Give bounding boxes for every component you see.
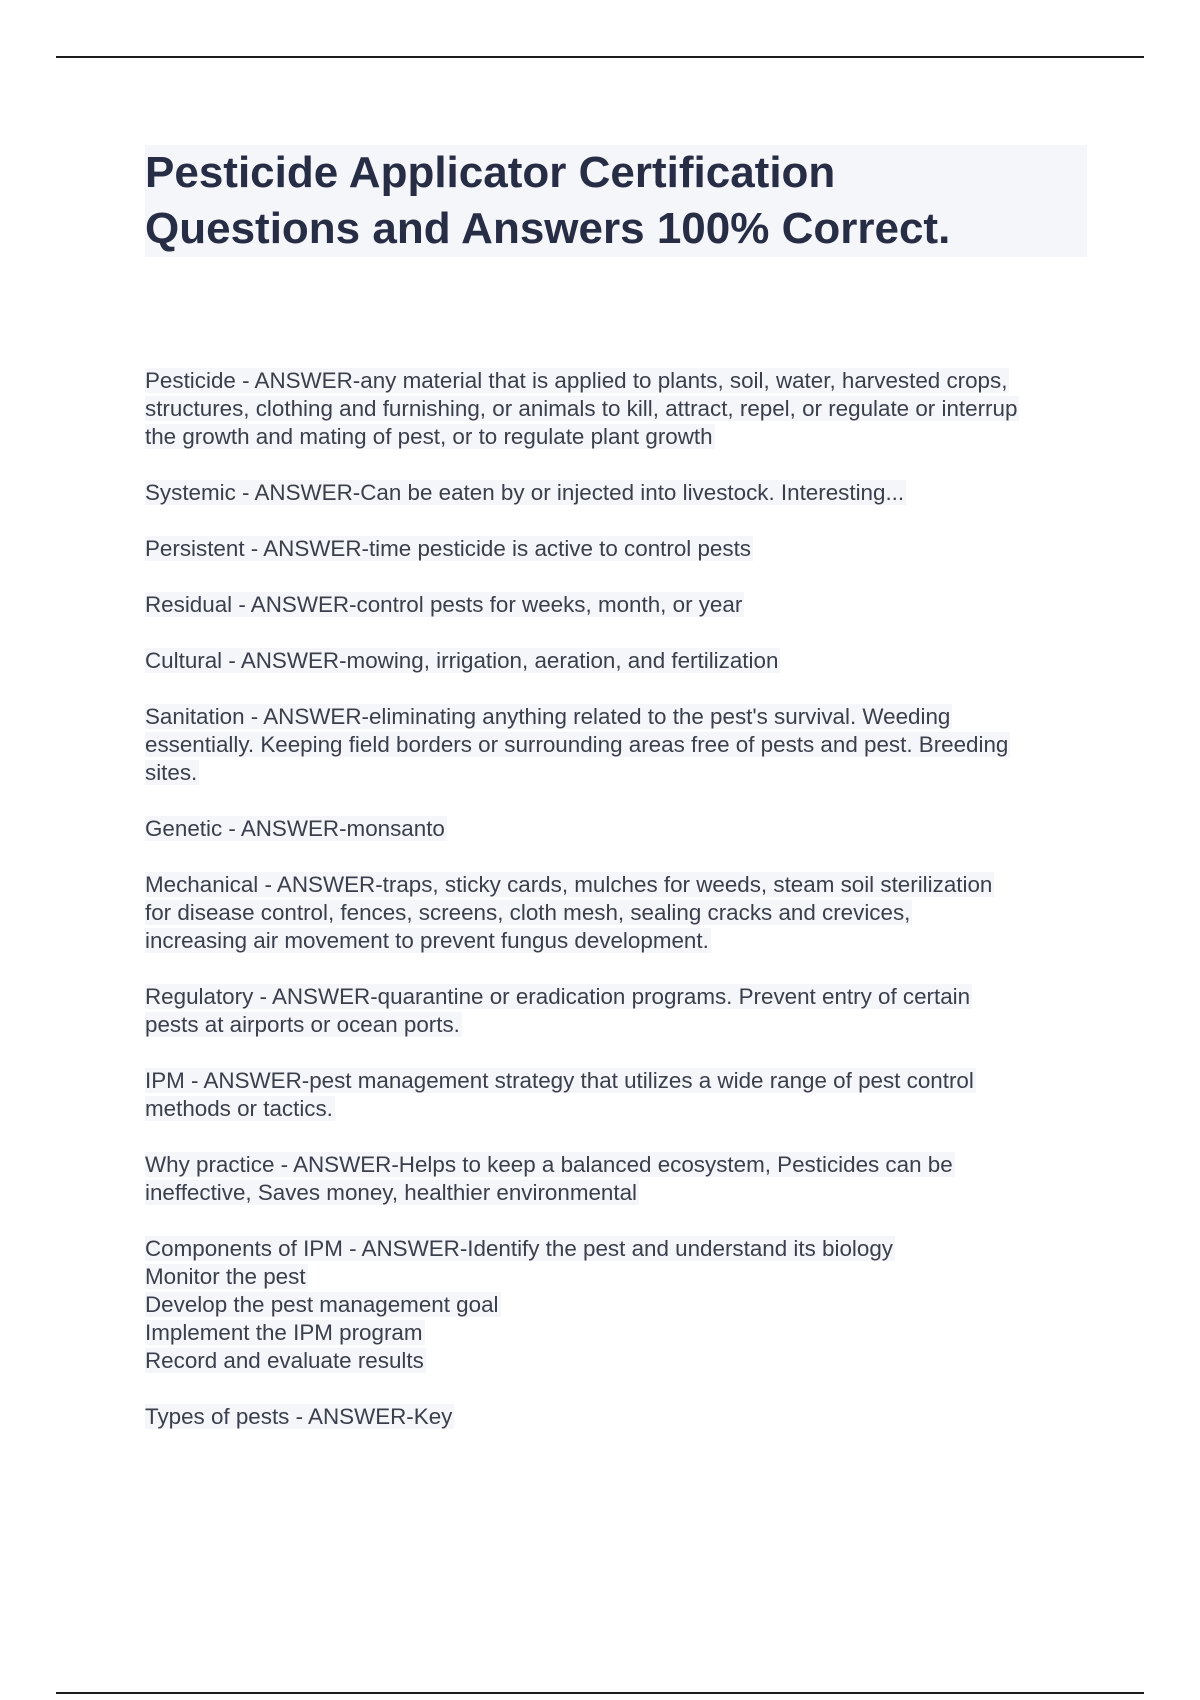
qa-entry-line	[145, 1011, 1105, 1039]
qa-entry-line	[145, 1403, 1105, 1431]
document-title	[145, 145, 1087, 257]
qa-entry-text: essentially. Keeping field borders or surrounding areas free of pests and pest. Breeding	[145, 732, 1009, 757]
qa-entry-line	[145, 1291, 1105, 1319]
title-line-2: Questions and Answers 100% Correct.	[145, 204, 951, 253]
qa-entry-line	[145, 1179, 1105, 1207]
qa-entry-text: Cultural - ANSWER-mowing, irrigation, aeration, and fertilization	[145, 648, 779, 673]
qa-entry	[145, 1403, 1105, 1431]
qa-entry-text: ineffective, Saves money, healthier environmental	[145, 1180, 638, 1205]
qa-entry-text: Implement the IPM program	[145, 1320, 423, 1345]
qa-entry-text: Pesticide - ANSWER-any material that is applied to plants, soil, water, harvested crops,	[145, 368, 1008, 393]
qa-entry-line	[145, 1347, 1105, 1375]
qa-entry-line	[145, 1235, 1105, 1263]
qa-entry	[145, 1067, 1105, 1123]
qa-entry-text: Types of pests - ANSWER-Key	[145, 1404, 453, 1429]
qa-entry	[145, 1235, 1105, 1375]
qa-entry-text: Record and evaluate results	[145, 1348, 424, 1373]
qa-entry-line	[145, 983, 1105, 1011]
qa-entry-text: Residual - ANSWER-control pests for weeks, month, or year	[145, 592, 743, 617]
qa-entry-line	[145, 591, 1105, 619]
qa-entry-text: Components of IPM - ANSWER-Identify the pest and understand its biology	[145, 1236, 893, 1261]
qa-entry-line	[145, 1095, 1105, 1123]
qa-entry	[145, 535, 1105, 563]
qa-entry-line	[145, 1067, 1105, 1095]
qa-entry-line	[145, 1263, 1105, 1291]
qa-entry-text: Sanitation - ANSWER-eliminating anything related to the pest's survival. Weeding	[145, 704, 951, 729]
qa-entry-line	[145, 395, 1105, 423]
qa-entry	[145, 983, 1105, 1039]
title-line-1: Pesticide Applicator Certification	[145, 148, 836, 197]
qa-entry-line	[145, 815, 1105, 843]
qa-entry-text: Monitor the pest	[145, 1264, 306, 1289]
qa-entry-text: the growth and mating of pest, or to regulate plant growth	[145, 424, 713, 449]
qa-entry	[145, 647, 1105, 675]
qa-entry-text: Persistent - ANSWER-time pesticide is active to control pests	[145, 536, 752, 561]
qa-entry-line	[145, 1151, 1105, 1179]
qa-entry-text: Develop the pest management goal	[145, 1292, 499, 1317]
qa-entry-text: IPM - ANSWER-pest management strategy that utilizes a wide range of pest control	[145, 1068, 974, 1093]
qa-entry-line	[145, 1319, 1105, 1347]
top-rule	[56, 56, 1144, 58]
qa-entry	[145, 1151, 1105, 1207]
bottom-rule	[56, 1692, 1144, 1694]
qa-entry-line	[145, 647, 1105, 675]
qa-entry-line	[145, 899, 1105, 927]
qa-entry	[145, 815, 1105, 843]
qa-entry-line	[145, 759, 1105, 787]
qa-entry-text: methods or tactics.	[145, 1096, 333, 1121]
qa-entry-text: Genetic - ANSWER-monsanto	[145, 816, 445, 841]
qa-entry-line	[145, 703, 1105, 731]
qa-entry-line	[145, 871, 1105, 899]
qa-entry-text: Mechanical - ANSWER-traps, sticky cards, mulches for weeds, steam soil sterilization	[145, 872, 993, 897]
qa-entry-text: pests at airports or ocean ports.	[145, 1012, 460, 1037]
qa-entry	[145, 479, 1105, 507]
qa-entry-text: Systemic - ANSWER-Can be eaten by or injected into livestock. Interesting...	[145, 480, 905, 505]
qa-entry	[145, 871, 1105, 955]
qa-entry-line	[145, 479, 1105, 507]
qa-list	[145, 367, 1105, 1459]
qa-entry-line	[145, 535, 1105, 563]
qa-entry	[145, 367, 1105, 451]
qa-entry-text: structures, clothing and furnishing, or animals to kill, attract, repel, or regulate or interrup	[145, 396, 1018, 421]
qa-entry	[145, 591, 1105, 619]
qa-entry-text: Why practice - ANSWER-Helps to keep a balanced ecosystem, Pesticides can be	[145, 1152, 953, 1177]
qa-entry-text: Regulatory - ANSWER-quarantine or eradication programs. Prevent entry of certain	[145, 984, 971, 1009]
qa-entry-text: sites.	[145, 760, 198, 785]
qa-entry-line	[145, 731, 1105, 759]
qa-entry-text: for disease control, fences, screens, cloth mesh, sealing cracks and crevices,	[145, 900, 911, 925]
qa-entry-line	[145, 423, 1105, 451]
qa-entry-line	[145, 927, 1105, 955]
qa-entry-text: increasing air movement to prevent fungus development.	[145, 928, 709, 953]
qa-entry	[145, 703, 1105, 787]
qa-entry-line	[145, 367, 1105, 395]
